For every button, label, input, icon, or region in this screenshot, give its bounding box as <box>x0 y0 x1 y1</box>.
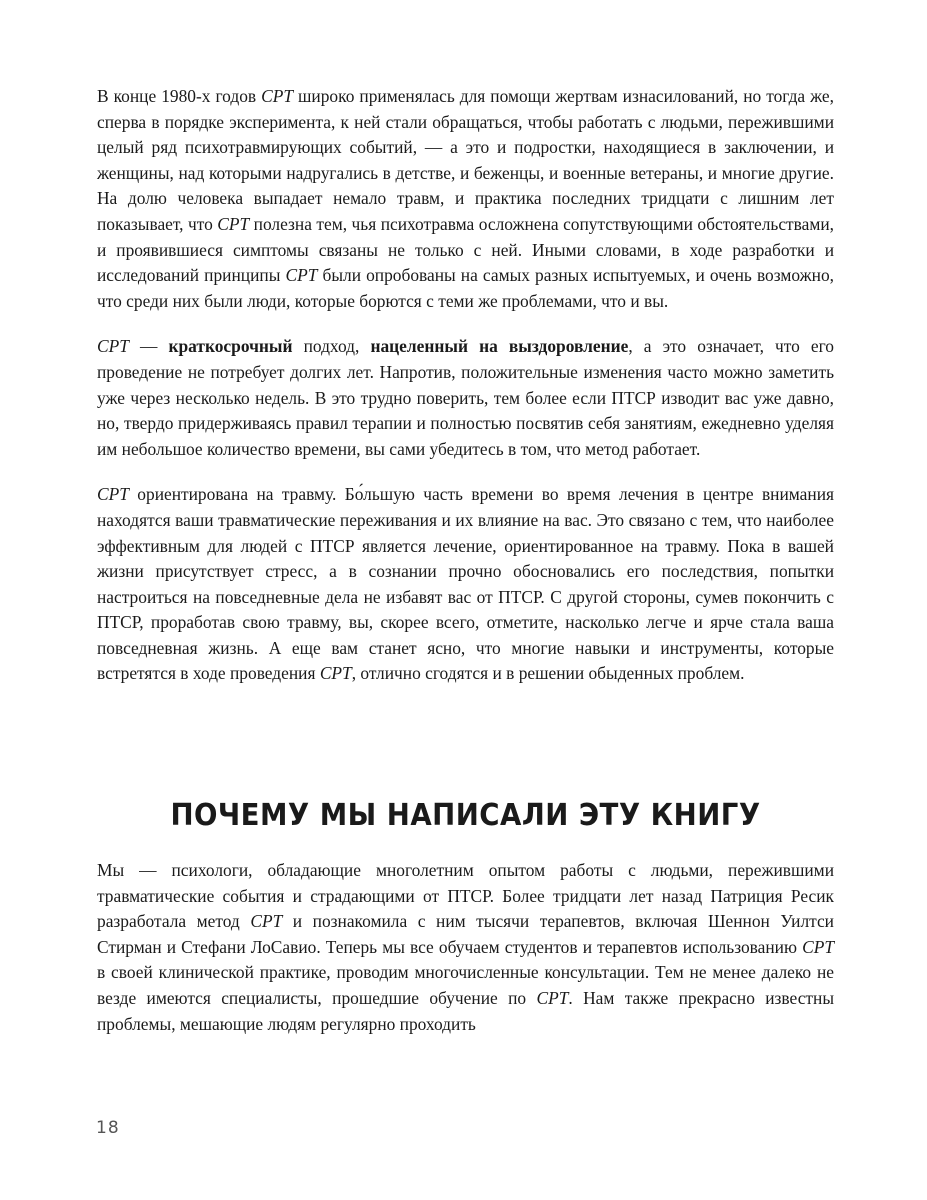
text-run: в своей клинической практике, проводим многочисленные консультации. Тем не менее далеко не везде имеются специалисты, прошедшие обучение по <box>97 962 834 1008</box>
paragraph-2 <box>97 334 834 462</box>
text-run: . Нам также прекрасно известны проблемы, мешающие людям регулярно проходить <box>97 987 835 1034</box>
text-run: широко применялась для помощи жертвам изнасилований, но тогда же, сперва в порядке эксперимента, к ней стали обращаться, чтобы работать с людьми, пережившими целый ряд психотравмирующих событий, — а это и подростки, находящиеся в заключении, и женщины, над которыми надругались в детстве, и беженцы, и военные ветераны, и многие другие. На долю человека выпадает немало травм, и практика последних тридцати с лишним лет показывает, что <box>97 86 834 234</box>
text-run: Мы — психологи, обладающие многолетним опытом работы с людьми, пережившими травматические события и страдающими от ПТСР. Более тридцати лет назад Патриция Ресик разработала метод <box>97 860 834 932</box>
text-run: — <box>128 336 169 357</box>
body-text <box>97 84 834 707</box>
page-number: 18 <box>96 1118 120 1138</box>
text-run: В конце 1980-х годов <box>97 86 262 106</box>
italic-term: CPT <box>97 336 129 357</box>
paragraph-1 <box>97 84 834 314</box>
italic-term: CPT <box>250 911 283 932</box>
italic-term: CPT <box>217 213 250 234</box>
italic-term: CPT <box>261 86 294 106</box>
section-paragraph-1 <box>97 858 834 1037</box>
text-run: и познакомила с ним тысячи терапевтов, включая Шеннон Уилтси Стирман и Стефани ЛоСавио. Теперь мы все обучаем студентов и терапевтов использованию <box>97 911 834 957</box>
text-run: ориентирована на травму. Бо́льшую часть времени во время лечения в центре внимания находятся ваши травматические переживания и их влияние на вас. Это связано с тем, что наиболее эффективным для людей с ПТСР является лечение, ориентированное на травму. Пока в вашей жизни присутствует стресс, а в сознании прочно обосновались его последствия, попытки настроиться на повседневные дела не избавят вас от ПТСР. С другой стороны, сумев покончить с ПТСР, проработав свою травму, вы, скорее всего, отметите, насколько легче и ярче стала ваша повседневная жизнь. А еще вам станет ясно, что многие навыки и инструменты, которые встретятся в ходе проведения <box>97 484 834 684</box>
italic-term: CPT <box>319 663 352 684</box>
paragraph-3 <box>97 482 834 687</box>
text-run: , а это означает, что его проведение не потребует долгих лет. Напротив, положительные изменения часто можно заметить уже через несколько недель. В это трудно поверить, тем более если ПТСР изводит вас уже давно, но, твердо придерживаясь правил терапии и полностью посвятив себя занятиям, ежедневно уделяя им небольшое количество времени, вы сами убедитесь в том, что метод работает. <box>97 336 835 459</box>
text-run: полезна тем, чья психотравма осложнена сопутствующими обстоятельствами, и проявившиеся симптомы связаны не только с ней. Иными словами, в ходе разработки и исследований принципы <box>97 213 835 286</box>
italic-term: CPT <box>285 265 318 286</box>
text-run: подход, <box>292 336 371 357</box>
bold-phrase: нацеленный на выздоровление <box>370 336 629 357</box>
text-run: , отлично сгодятся и в решении обыденных проблем. <box>351 663 745 684</box>
italic-term: CPT <box>97 484 129 505</box>
italic-term: CPT <box>536 987 569 1008</box>
section-heading: ПОЧЕМУ МЫ НАПИСАЛИ ЭТУ КНИГУ <box>170 798 761 833</box>
bold-phrase: краткосрочный <box>168 336 293 357</box>
italic-term: CPT <box>802 936 834 957</box>
text-run: были опробованы на самых разных испытуемых, и очень возможно, что среди них были люди, которые борются с теми же проблемами, что и вы. <box>97 265 834 311</box>
section-body-text <box>97 858 834 1057</box>
